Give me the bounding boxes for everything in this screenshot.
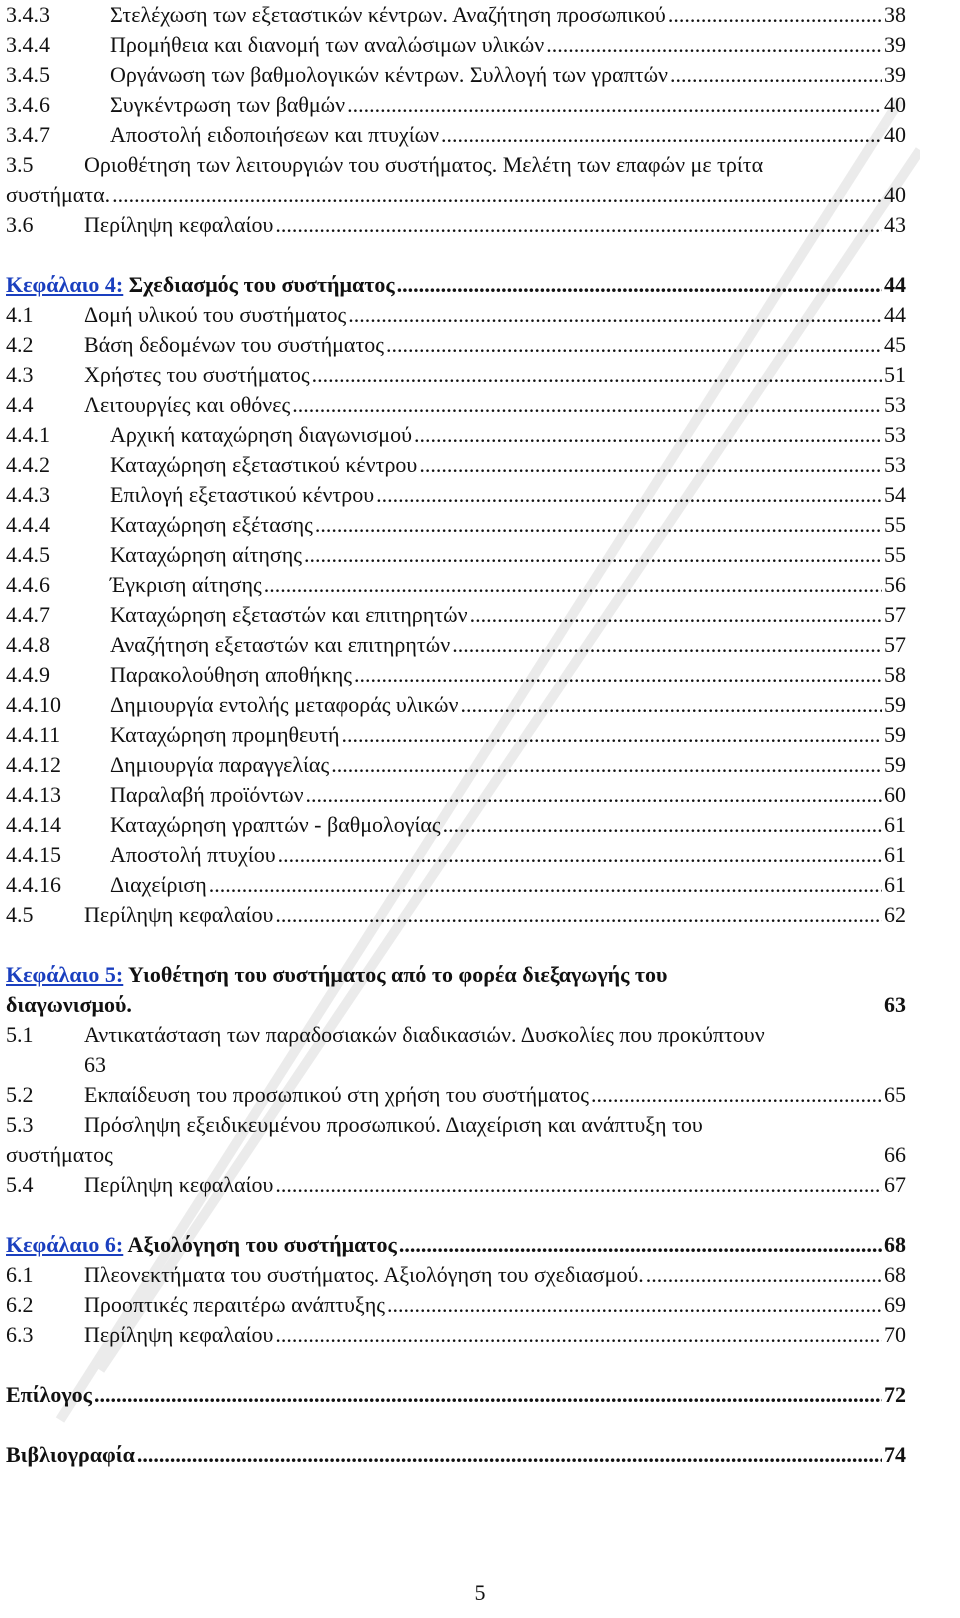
- entry-page: 39: [884, 32, 906, 57]
- entry-title: Δομή υλικού του συστήματος: [84, 302, 347, 327]
- entry-page: 68: [884, 1262, 906, 1287]
- toc-entry[interactable]: [6, 630, 906, 660]
- leader-dots: [441, 120, 882, 150]
- entry-number: 4.1: [6, 302, 34, 327]
- leader-dots: [275, 210, 882, 240]
- entry-number: 3.4.5: [6, 62, 50, 87]
- entry-number: 4.4.7: [6, 602, 50, 627]
- entry-number: 4.4.5: [6, 542, 50, 567]
- leader-dots: [414, 420, 882, 450]
- entry-number: 5.3: [6, 1112, 34, 1137]
- toc-chapter-5[interactable]: [6, 960, 906, 1020]
- entry-page: 53: [884, 452, 906, 477]
- entry-page: 38: [884, 2, 906, 27]
- toc-chapter-6[interactable]: [6, 1230, 906, 1260]
- entry-title: Χρήστες του συστήματος: [84, 362, 310, 387]
- entry-title: Έγκριση αίτησης: [110, 572, 262, 597]
- entry-page: 61: [884, 872, 906, 897]
- chapter-page: 44: [884, 272, 906, 297]
- chapter-title: Υιοθέτηση του συστήματος από το φορέα διεξαγωγής του: [123, 962, 668, 987]
- leader-dots: [546, 30, 882, 60]
- toc-chapter-4[interactable]: [6, 270, 906, 300]
- entry-title: Λειτουργίες και οθόνες: [84, 392, 291, 417]
- entry-title: Πρόσληψη εξειδικευμένου προσωπικού. Διαχείριση και ανάπτυξη του: [84, 1112, 703, 1137]
- toc-entry[interactable]: [6, 480, 906, 510]
- entry-title: Καταχώρηση εξέτασης: [110, 512, 313, 537]
- toc-entry[interactable]: [6, 810, 906, 840]
- entry-page: 63: [84, 1052, 106, 1077]
- entry-number: 4.4.4: [6, 512, 50, 537]
- leader-dots: [209, 870, 882, 900]
- entry-number: 4.4.8: [6, 632, 50, 657]
- toc-entry[interactable]: [6, 540, 906, 570]
- entry-page: 62: [884, 902, 906, 927]
- entry-page: 45: [884, 332, 906, 357]
- toc-entry[interactable]: [6, 90, 906, 120]
- entry-number: 6.1: [6, 1262, 34, 1287]
- entry-title: Καταχώρηση εξεταστών και επιτηρητών: [110, 602, 468, 627]
- entry-title: Διαχείριση: [110, 872, 207, 897]
- entry-number: 4.4.1: [6, 422, 50, 447]
- entry-title: Καταχώρηση γραπτών - βαθμολογίας: [110, 812, 441, 837]
- leader-dots: [275, 1170, 882, 1200]
- toc-entry[interactable]: [6, 780, 906, 810]
- entry-title: Αποστολή ειδοποιήσεων και πτυχίων: [110, 122, 440, 147]
- entry-page: 60: [884, 782, 906, 807]
- leader-dots: [668, 0, 882, 30]
- toc-entry[interactable]: [6, 870, 906, 900]
- toc-entry[interactable]: [6, 660, 906, 690]
- entry-title: Αρχική καταχώρηση διαγωνισμού: [110, 422, 412, 447]
- entry-number: 4.4.2: [6, 452, 50, 477]
- chapter-link[interactable]: Κεφάλαιο 6:: [6, 1232, 124, 1257]
- entry-number: 4.4.12: [6, 752, 61, 777]
- entry-number: 3.4.4: [6, 32, 50, 57]
- entry-page: 59: [884, 722, 906, 747]
- toc-entry[interactable]: [6, 450, 906, 480]
- entry-page: 40: [884, 122, 906, 147]
- chapter-link[interactable]: Κεφάλαιο 5:: [6, 962, 124, 987]
- entry-number: 4.4.16: [6, 872, 61, 897]
- leader-dots: [348, 300, 882, 330]
- chapter-link[interactable]: Κεφάλαιο 4:: [6, 272, 124, 297]
- entry-title: Στελέχωση των εξεταστικών κέντρων. Αναζήτηση προσωπικού: [110, 2, 666, 27]
- entry-title: Δημιουργία παραγγελίας: [110, 752, 330, 777]
- chapter-title: Σχεδιασμός του συστήματος: [123, 272, 395, 297]
- entry-page: 44: [884, 302, 906, 327]
- entry-title: Αντικατάσταση των παραδοσιακών διαδικασιών. Δυσκολίες που προκύπτουν: [84, 1022, 765, 1047]
- entry-page: 39: [884, 62, 906, 87]
- toc-entry[interactable]: [6, 570, 906, 600]
- entry-page: 40: [884, 92, 906, 117]
- entry-page: 40: [884, 182, 906, 207]
- toc-entry[interactable]: [6, 1290, 906, 1320]
- entry-page: 61: [884, 842, 906, 867]
- entry-page: 59: [884, 692, 906, 717]
- leader-dots: [376, 480, 882, 510]
- section-page: 72: [884, 1382, 906, 1407]
- entry-title: Συγκέντρωση των βαθμών: [110, 92, 346, 117]
- entry-number: 3.4.6: [6, 92, 50, 117]
- entry-number: 3.4.7: [6, 122, 50, 147]
- leader-dots: [315, 510, 882, 540]
- entry-page: 57: [884, 632, 906, 657]
- entry-number: 3.6: [6, 212, 34, 237]
- entry-page: 56: [884, 572, 906, 597]
- entry-title: Εκπαίδευση του προσωπικού στη χρήση του συστήματος: [84, 1082, 590, 1107]
- entry-number: 3.5: [6, 152, 34, 177]
- toc-entry[interactable]: [6, 0, 906, 30]
- toc-entry[interactable]: [6, 330, 906, 360]
- toc-entry[interactable]: [6, 900, 906, 930]
- toc-entry[interactable]: [6, 1320, 906, 1350]
- leader-dots: [312, 360, 882, 390]
- leader-dots: [419, 450, 882, 480]
- leader-dots: [452, 630, 882, 660]
- entry-number: 4.5: [6, 902, 34, 927]
- toc-entry[interactable]: [6, 1260, 906, 1290]
- entry-number: 4.4.14: [6, 812, 61, 837]
- entry-title-cont: συστήματος: [6, 1142, 113, 1167]
- leader-dots: [331, 750, 882, 780]
- entry-page: 59: [884, 752, 906, 777]
- entry-title: Προοπτικές περαιτέρω ανάπτυξης: [84, 1292, 385, 1317]
- toc-entry-5-2[interactable]: [6, 1080, 906, 1110]
- toc-entry[interactable]: [6, 510, 906, 540]
- entry-page: 70: [884, 1322, 906, 1347]
- entry-page: 65: [884, 1082, 906, 1107]
- leader-dots: [354, 660, 882, 690]
- toc-epilogue[interactable]: [6, 1380, 906, 1410]
- toc-entry[interactable]: [6, 120, 906, 150]
- entry-number: 4.4.13: [6, 782, 61, 807]
- entry-number: 5.4: [6, 1172, 34, 1197]
- leader-dots: [112, 180, 882, 210]
- entry-page: 54: [884, 482, 906, 507]
- leader-dots: [306, 780, 882, 810]
- entry-title: Επιλογή εξεταστικού κέντρου: [110, 482, 375, 507]
- entry-page: 67: [884, 1172, 906, 1197]
- entry-number: 6.2: [6, 1292, 34, 1317]
- entry-number: 4.2: [6, 332, 34, 357]
- toc-entry[interactable]: [6, 600, 906, 630]
- entry-title: Παραλαβή προϊόντων: [110, 782, 304, 807]
- entry-number: 4.3: [6, 362, 34, 387]
- entry-number: 6.3: [6, 1322, 34, 1347]
- toc-entry[interactable]: [6, 390, 906, 420]
- leader-dots: [292, 390, 882, 420]
- entry-page: 55: [884, 542, 906, 567]
- entry-title: Οριοθέτηση των λειτουργιών του συστήματος. Μελέτη των επαφών με τρίτα: [84, 152, 764, 177]
- entry-number: 4.4.11: [6, 722, 61, 747]
- leader-dots: [304, 540, 882, 570]
- entry-title: Περίληψη κεφαλαίου: [84, 1322, 274, 1347]
- entry-page: 43: [884, 212, 906, 237]
- leader-dots: [591, 1080, 882, 1110]
- leader-dots: [399, 1230, 882, 1260]
- entry-page: 66: [884, 1142, 906, 1167]
- entry-number: 5.2: [6, 1082, 34, 1107]
- toc-entry[interactable]: [6, 30, 906, 60]
- section-page: 74: [884, 1442, 906, 1467]
- leader-dots: [470, 600, 882, 630]
- toc-entry-5-4[interactable]: [6, 1170, 906, 1200]
- entry-number: 4.4.3: [6, 482, 50, 507]
- entry-page: 53: [884, 392, 906, 417]
- entry-title: Οργάνωση των βαθμολογικών κέντρων. Συλλογή των γραπτών: [110, 62, 669, 87]
- entry-number: 4.4.9: [6, 662, 50, 687]
- chapter-page: 63: [884, 992, 906, 1017]
- toc-entry-5-3[interactable]: [6, 1110, 906, 1170]
- leader-dots: [347, 90, 882, 120]
- entry-title: Βάση δεδομένων του συστήματος: [84, 332, 385, 357]
- entry-number: 4.4.6: [6, 572, 50, 597]
- leader-dots: [137, 1440, 882, 1470]
- entry-title: Αναζήτηση εξεταστών και επιτηρητών: [110, 632, 451, 657]
- entry-page: 58: [884, 662, 906, 687]
- entry-title: Πλεονεκτήματα του συστήματος. Αξιολόγηση του σχεδιασμού.: [84, 1262, 644, 1287]
- page-number: 5: [474, 1580, 486, 1605]
- toc-entry-5-1[interactable]: [6, 1020, 906, 1080]
- leader-dots: [646, 1260, 882, 1290]
- entry-number: 5.1: [6, 1022, 34, 1047]
- leader-dots: [94, 1380, 882, 1410]
- toc-entry[interactable]: [6, 690, 906, 720]
- leader-dots: [397, 270, 882, 300]
- section-title: Βιβλιογραφία: [6, 1442, 135, 1467]
- toc-entry-3-5[interactable]: [6, 150, 906, 210]
- leader-dots: [275, 1320, 882, 1350]
- entry-title: Περίληψη κεφαλαίου: [84, 1172, 274, 1197]
- entry-title: Περίληψη κεφαλαίου: [84, 212, 274, 237]
- entry-page: 55: [884, 512, 906, 537]
- chapter-page: 68: [884, 1232, 906, 1257]
- entry-title: Καταχώρηση αίτησης: [110, 542, 302, 567]
- entry-title: Καταχώρηση προμηθευτή: [110, 722, 340, 747]
- entry-number: 4.4: [6, 392, 34, 417]
- entry-title-cont: συστήματα.: [6, 182, 111, 207]
- leader-dots: [460, 690, 882, 720]
- entry-page: 51: [884, 362, 906, 387]
- leader-dots: [443, 810, 882, 840]
- leader-dots: [275, 900, 882, 930]
- entry-title: Δημιουργία εντολής μεταφοράς υλικών: [110, 692, 459, 717]
- leader-dots: [386, 330, 882, 360]
- entry-page: 61: [884, 812, 906, 837]
- toc-entry[interactable]: [6, 420, 906, 450]
- leader-dots: [264, 570, 882, 600]
- toc-bibliography[interactable]: [6, 1440, 906, 1470]
- entry-title: Παρακολούθηση αποθήκης: [110, 662, 352, 687]
- toc-entry[interactable]: [6, 60, 906, 90]
- toc-entry[interactable]: [6, 720, 906, 750]
- toc-entry[interactable]: [6, 840, 906, 870]
- entry-title: Περίληψη κεφαλαίου: [84, 902, 274, 927]
- chapter-title-cont: διαγωνισμού.: [6, 992, 132, 1017]
- entry-page: 53: [884, 422, 906, 447]
- entry-number: 4.4.15: [6, 842, 61, 867]
- section-title: Επίλογος: [6, 1382, 92, 1407]
- entry-number: 4.4.10: [6, 692, 61, 717]
- chapter-title: Αξιολόγηση του συστήματος: [123, 1232, 397, 1257]
- entry-number: 3.4.3: [6, 2, 50, 27]
- leader-dots: [278, 840, 882, 870]
- entry-title: Προμήθεια και διανομή των αναλώσιμων υλικών: [110, 32, 545, 57]
- leader-dots: [341, 720, 882, 750]
- entry-page: 69: [884, 1292, 906, 1317]
- toc-entry[interactable]: [6, 300, 906, 330]
- toc-entry-3-6[interactable]: [6, 210, 906, 240]
- toc-entry[interactable]: [6, 750, 906, 780]
- entry-title: Καταχώρηση εξεταστικού κέντρου: [110, 452, 418, 477]
- toc-entry[interactable]: [6, 360, 906, 390]
- leader-dots: [670, 60, 882, 90]
- table-of-contents: [6, 0, 906, 1470]
- leader-dots: [387, 1290, 882, 1320]
- entry-title: Αποστολή πτυχίου: [110, 842, 276, 867]
- entry-page: 57: [884, 602, 906, 627]
